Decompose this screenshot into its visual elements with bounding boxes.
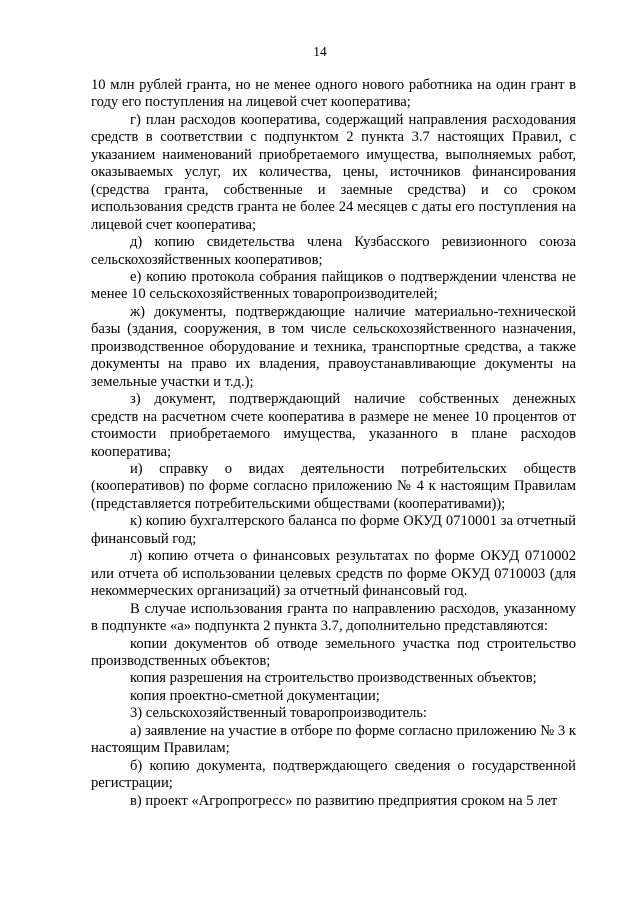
paragraph-grant-continuation: 10 млн рублей гранта, но не менее одного нового работника на один грант в году его поступления на лицевой счет кооператива;	[91, 77, 576, 111]
paragraph-item-v: в) проект «Агропрогресс» по развитию предприятия сроком на 5 лет	[130, 792, 558, 809]
page-number: 14	[313, 44, 327, 59]
paragraph-item-z: з) документ, подтверждающий наличие собственных денежных средств на расчетном счете кооператива в размере не менее 10 процентов от стоимости приобретаемого имущества, указанного в плане расходов кооператива;	[91, 391, 576, 460]
paragraph-item-g: г) план расходов кооператива, содержащий направления расходования средств в соответствии с подпунктом 2 пункта 3.7 настоящих Правил, с указанием наименований приобретаемого имущества, выполняемых работ, оказываемых услуг, их количества, цены, источников финансирования (средства гранта, собственные и заемные средства) и со сроком использования средств гранта не более 24 месяцев с даты его поступления на лицевой счет кооператива;	[91, 111, 576, 233]
paragraph-item-k: к) копию бухгалтерского баланса по форме ОКУД 0710001 за отчетный финансовый год;	[91, 513, 576, 547]
paragraph-item-zh: ж) документы, подтверждающие наличие материально-технической базы (здания, сооружения, в том числе сельскохозяйственного назначения, производственное оборудование и техника, транспортные средства, а также документы на право их владения, правоустанавливающие документы на земельные участки и т.д.);	[91, 303, 576, 390]
paragraph-item-l: л) копию отчета о финансовых результатах по форме ОКУД 0710002 или отчета об использовании целевых средств по форме ОКУД 0710003 (для некоммерческих организаций) за отчетный финансовый год.	[91, 548, 576, 600]
paragraph-design-estimate: копия проектно-сметной документации;	[130, 687, 380, 704]
paragraph-land-allocation: копии документов об отводе земельного участка под строительство производственных объектов;	[91, 635, 576, 669]
document-body	[91, 77, 576, 810]
paragraph-item-d: д) копию свидетельства члена Кузбасского ревизионного союза сельскохозяйственных кооперативов;	[91, 234, 576, 268]
paragraph-item-b: б) копию документа, подтверждающего сведения о государственной регистрации;	[91, 757, 576, 792]
paragraph-item-i: и) справку о видах деятельности потребительских обществ (кооперативов) по форме согласно приложению № 4 к настоящим Правилам (представляется потребительскими обществами (кооперативами));	[91, 460, 576, 512]
paragraph-item-e: е) копию протокола собрания пайщиков о подтверждении членства не менее 10 сельскохозяйственных товаропроизводителей;	[91, 268, 576, 303]
paragraph-item-a: а) заявление на участие в отборе по форме согласно приложению № 3 к настоящим Правилам;	[91, 722, 576, 757]
paragraph-construction-permit: копия разрешения на строительство производственных объектов;	[130, 670, 537, 687]
paragraph-section-3: 3) сельскохозяйственный товаропроизводитель:	[130, 705, 427, 722]
paragraph-additional-docs: В случае использования гранта по направлению расходов, указанному в подпункте «а» подпункта 2 пункта 3.7, дополнительно представляются:	[91, 600, 576, 635]
